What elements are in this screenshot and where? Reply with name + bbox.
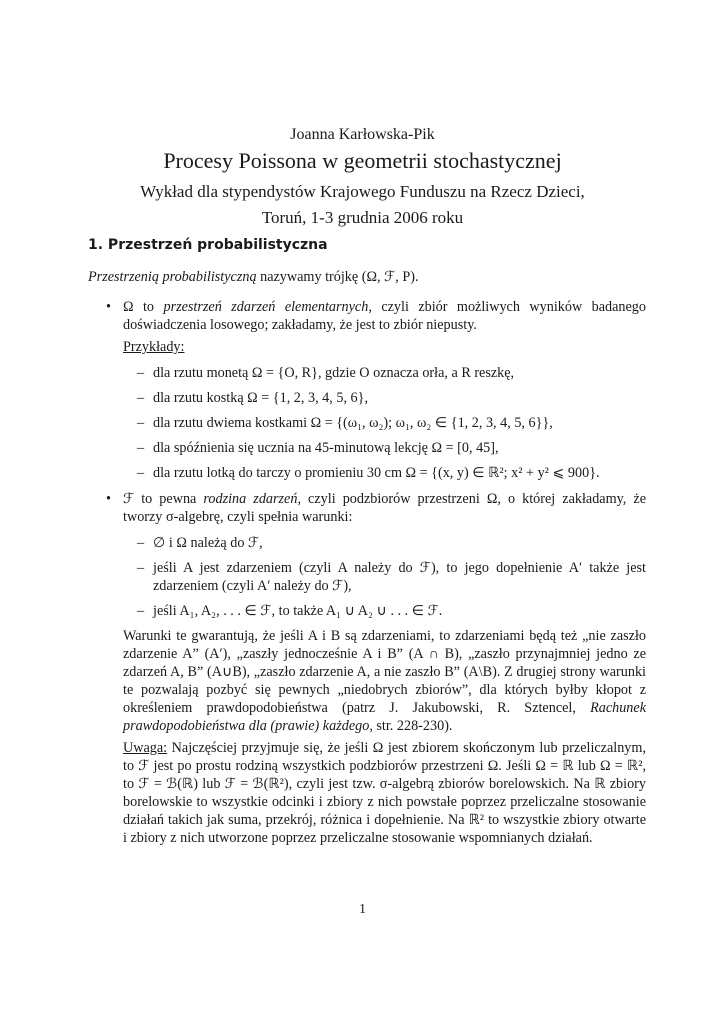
intro-term: Przestrzenią probabilistyczną xyxy=(88,269,257,285)
subtitle-line-1: Wykład dla stypendystów Krajowego Funduszu na Rzecz Dzieci, xyxy=(140,182,585,201)
list-item xyxy=(123,464,646,482)
list-item xyxy=(123,534,646,552)
condition-text: ∅ i Ω należą do ℱ, xyxy=(153,535,263,551)
page-number: 1 xyxy=(359,902,366,917)
intro-paragraph xyxy=(88,268,646,286)
dash-marker: – xyxy=(137,415,145,431)
document-header xyxy=(0,125,725,231)
bullet-omega xyxy=(88,298,646,482)
dash-marker: – xyxy=(137,390,145,406)
bullet-marker: • xyxy=(106,491,111,507)
bullet-omega-term: przestrzeń zdarzeń elementarnych xyxy=(163,299,369,315)
document-body xyxy=(88,236,646,855)
document-title: Procesy Poissona w geometrii stochastycznej xyxy=(163,148,562,173)
note-text: Najczęściej przyjmuje się, że jeśli Ω jest zbiorem skończonym lub przeliczalnym, to ℱ jest po prostu rodziną wszystkich podzbiorów przestrzeni Ω. Jeśli Ω = ℝ lub Ω = ℝ², to ℱ = ℬ(ℝ) lub ℱ = ℬ(ℝ²), czyli jest tzw. σ-algebrą zbiorów borelowskich. Na ℝ zbiory borelowskie to wszystkie odcinki i zbiory z nich powstałe poprzez przeliczalne stosowanie działań takich jak suma, przekrój, różnica i dopełnienie. Na ℝ² to wszystkie zbiory otwarte i zbiory z nich utworzone poprzez przeliczalne stosowanie wspomnianych działań. xyxy=(123,740,646,846)
dash-marker: – xyxy=(137,365,145,381)
bullet-omega-text xyxy=(123,298,646,334)
example-text: dla rzutu lotką do tarczy o promieniu 30 cm Ω = {(x, y) ∈ ℝ²; x² + y² ⩽ 900}. xyxy=(153,465,600,481)
condition-text: jeśli A₁, A₂, . . . ∈ ℱ, to także A₁ ∪ A₂ ∪ . . . ∈ ℱ. xyxy=(153,603,443,619)
list-item xyxy=(123,559,646,595)
examples-list xyxy=(123,364,646,482)
example-text: dla rzutu kostką Ω = {1, 2, 3, 4, 5, 6}, xyxy=(153,390,369,406)
example-text: dla spóźnienia się ucznia na 45-minutową lekcję Ω = [0, 45], xyxy=(153,440,499,456)
dash-marker: – xyxy=(137,440,145,456)
list-item xyxy=(123,439,646,457)
example-text: dla rzutu monetą Ω = {O, R}, gdzie O oznacza orła, a R reszkę, xyxy=(153,365,515,381)
list-item xyxy=(123,389,646,407)
dash-marker: – xyxy=(137,603,145,619)
bullet-omega-pre: Ω to xyxy=(123,299,164,315)
bullet-marker: • xyxy=(106,299,111,315)
example-text: dla rzutu dwiema kostkami Ω = {(ω₁, ω₂); ω₁, ω₂ ∈ {1, 2, 3, 4, 5, 6}}, xyxy=(153,415,553,431)
bullet-sigma-rest: , czyli podzbiorów przestrzeni Ω, o której zakładamy, że tworzy σ-algebrę, czyli spełnia warunki: xyxy=(123,491,647,525)
examples-label-line xyxy=(123,338,646,356)
intro-rest: nazywamy trójkę (Ω, ℱ, P). xyxy=(256,269,419,285)
book-title: Rachunek prawdopodobieństwa dla (prawie) każdego xyxy=(123,700,646,734)
note-paragraph xyxy=(123,739,646,847)
bullet-sigma-term: rodzina zdarzeń xyxy=(203,491,298,507)
conditions-list xyxy=(123,534,646,620)
dash-marker: – xyxy=(137,465,145,481)
guarantee-end: , str. 228-230). xyxy=(369,718,453,734)
list-item xyxy=(123,602,646,620)
bullet-omega-rest: , czyli zbiór możliwych wyników badanego doświadczenia losowego; zakładamy, że jest to zbiór niepusty. xyxy=(123,299,646,333)
subtitle-line-2: Toruń, 1-3 grudnia 2006 roku xyxy=(261,208,464,227)
examples-label: Przykłady: xyxy=(123,339,185,355)
note-label: Uwaga: xyxy=(123,740,168,756)
dash-marker: – xyxy=(137,535,145,551)
section-heading: 1. Przestrzeń probabilistyczna xyxy=(88,237,328,253)
guarantee-paragraph xyxy=(123,627,646,735)
list-item xyxy=(123,364,646,382)
condition-text: jeśli A jest zdarzeniem (czyli A należy do ℱ), to jego dopełnienie A′ także jest zdarzeniem (czyli A′ należy do ℱ), xyxy=(153,560,646,594)
bullet-sigma-pre: ℱ to pewna xyxy=(123,491,204,507)
dash-marker: – xyxy=(137,560,145,576)
author-name: Joanna Karłowska-Pik xyxy=(290,126,435,143)
guarantee-main: Warunki te gwarantują, że jeśli A i B są zdarzeniami, to zdarzeniami będą też „nie zaszło zdarzenie A” (A′), „zaszły jednocześnie A i B” (A ∩ B), „zaszło przynajmniej jedno ze zdarzeń A, B” (A∪B), „zaszło zdarzenie A, a nie zaszło B” (A\B). Z drugiej strony warunki te pozwalają pozbyć się pewnych „niedobrych zbiorów”, dla których byłby kłopot z określeniem prawdopodobieństwa (patrz J. Jakubowski, R. Sztencel, xyxy=(123,628,646,716)
list-item xyxy=(123,414,646,432)
bullet-sigma-text xyxy=(123,490,646,526)
bullet-sigma-algebra xyxy=(88,490,646,847)
